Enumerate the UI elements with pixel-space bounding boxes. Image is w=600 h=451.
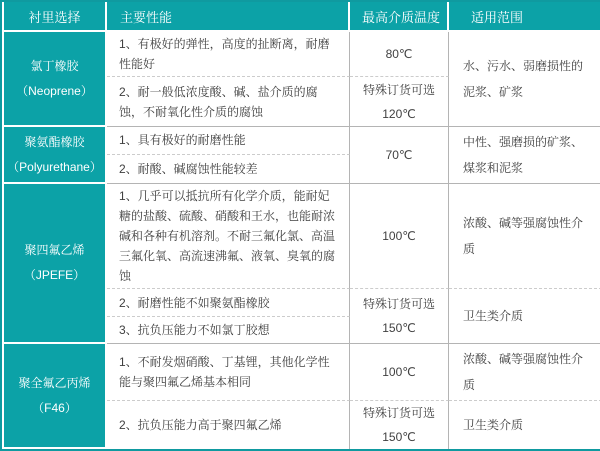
header-applicable-scope: 适用范围 [449,2,600,32]
header-lining-selection: 衬里选择 [2,2,107,32]
material-name: 聚氨酯橡胶 [24,134,85,149]
material-name: 氯丁橡胶 [30,58,79,73]
performance-cell: 2、耐一般低浓度酸、碱、盐介质的腐蚀，不耐氧化性介质的腐蚀 [107,77,350,127]
material-cell-f46 [2,344,107,449]
header-max-medium-temperature: 最高介质温度 [350,2,449,32]
scope-cell: 卫生类介质 [449,289,600,344]
material-code: （Polyurethane） [7,159,102,174]
temp-value: 150℃ [382,321,416,335]
performance-cell: 2、耐酸、碱腐蚀性能较差 [107,155,350,184]
temperature-cell [350,401,449,449]
scope-cell: 中性、强磨损的矿浆、煤浆和泥浆 [449,127,600,184]
table-row [2,127,600,155]
temp-note: 特殊订货可选 [362,297,435,311]
table-row [2,344,600,401]
temperature-cell [350,289,449,344]
material-name: 聚全氟乙丙烯 [18,375,91,390]
temp-value: 120℃ [382,106,416,121]
material-name: 聚四氟乙烯 [24,243,85,257]
temperature-cell: 70℃ [350,127,449,184]
temperature-cell: 100℃ [350,344,449,401]
temp-value: 150℃ [382,430,416,444]
header-main-performance: 主要性能 [107,2,350,32]
performance-cell: 2、抗负压能力高于聚四氟乙烯 [107,401,350,449]
temperature-cell: 80℃ [350,32,449,77]
table-row [2,184,600,289]
performance-cell: 3、抗负压能力不如氯丁胶想 [107,317,350,344]
material-code: （F46） [32,400,77,415]
scope-cell: 水、污水、弱磨损性的泥浆、矿浆 [449,32,600,127]
material-cell-neoprene [2,32,107,127]
temp-note: 特殊订货可选 [362,406,435,420]
performance-cell: 2、耐磨性能不如聚氨酯橡胶 [107,289,350,317]
material-code: （Neoprene） [16,83,93,98]
performance-cell: 1、几乎可以抵抗所有化学介质，能耐妃糖的盐酸、硫酸、硝酸和王水，也能耐浓碱和各种有机溶剂。不耐三氟化氯、高温三氟化氧、高流速沸氟、液氧、臭氧的腐蚀 [107,184,350,289]
scope-cell: 卫生类介质 [463,418,524,432]
temperature-cell [350,77,449,127]
table-header-row [2,2,600,32]
table-row [2,32,600,77]
performance-cell: 1、有极好的弹性，高度的扯断离，耐磨性能好 [107,32,350,77]
scope-cell: 浓酸、碱等强腐蚀性介质 [449,344,600,401]
temperature-cell: 100℃ [350,184,449,289]
performance-cell: 1、具有极好的耐磨性能 [107,127,350,155]
material-cell-polyurethane [2,127,107,184]
material-cell-ptfe [2,184,107,344]
scope-cell: 浓酸、碱等强腐蚀性介质 [449,184,600,289]
material-code: （JPEFE） [23,268,86,282]
temp-note: 特殊订货可选 [362,82,435,97]
performance-cell: 1、不耐发烟硝酸、丁基锂，其他化学性能与聚四氟乙烯基本相同 [107,344,350,401]
